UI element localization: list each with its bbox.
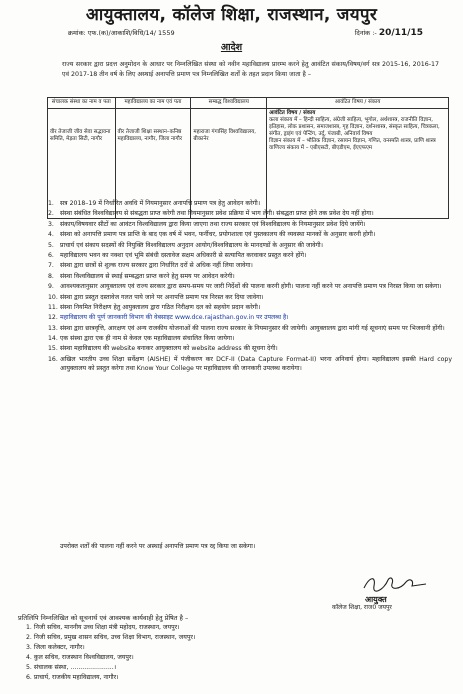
university-cell: महाराजा गंगासिंह विश्वविद्यालय, बीकानेर xyxy=(191,109,267,219)
signatory-title: आयुक्त xyxy=(365,595,387,604)
list-item: 3. जिला कलेक्टर, नागौर। xyxy=(26,644,85,651)
table-header: सम्बद्ध विश्वविद्यालय xyxy=(191,98,267,109)
list-item: 6. प्राचार्य, राजकीय महाविद्यालय, नागौर। xyxy=(26,674,119,681)
office-title: आयुक्तालय, कॉलेज शिक्षा, राजस्थान, जयपुर xyxy=(85,5,378,25)
conditions-list xyxy=(48,199,452,374)
date-label: दिनांक :- xyxy=(354,29,377,37)
list-item: 5. प्राचार्य एवं संकाय सदस्यों की नियुक्ति विश्वविद्यालय अनुदान आयोग/विश्वविद्यालय के मानदण्डों के अनुसार की जावेगी। xyxy=(48,241,323,249)
table-header: संचालक संस्था का नाम व पता xyxy=(48,98,116,109)
list-item: 13. संस्था द्वारा छात्रवृत्ति, आरक्षण एवं अन्य राजकीय योजनाओं की पालना राज्य सरकार के नियमानुसार की जायेगी। आयुक्तालय द्वारा मांगी गई सूचनाएं समय पर भिजवानी होंगी। xyxy=(48,324,445,332)
list-item: 14. एक संस्था द्वारा एक ही नाम से केवल एक महाविद्यालय संचालित किया जायेगा। xyxy=(48,335,235,343)
list-item: 16. अखिल भारतीय उच्च शिक्षा सर्वेक्षण (AISHE) में पंजीकरण कर DCF-II (Data Capture Format-II) भरना अनिवार्य होगा। महाविद्यालय इसकी Hard copy आयुक्तालय को प्रस्तुत करेगा तथा Know Your College पर महाविद्यालय की जानकारी उपलब्ध करायेगा। xyxy=(48,355,452,372)
signatory-office: कॉलेज शिक्षा, राज0 जयपुर xyxy=(332,604,392,611)
list-item: 8. संस्था विश्वविद्यालय से स्थाई सम्बद्धता प्राप्त करने हेतु समय पर आवेदन करेगी। xyxy=(48,272,235,280)
list-item: 1. सत्र 2018–19 में निर्धारित अवधि में नियमानुसार अनापत्ति प्रमाण पत्र हेतु आवेदन करेगी। xyxy=(48,200,261,207)
list-item: 12. महाविद्यालय की पूर्ण जानकारी विभाग की वेबसाइट www.dce.rajasthan.gov.in पर उपलब्ध है। xyxy=(48,314,289,322)
list-item: 9. आवश्यकतानुसार आयुक्तालय एवं राज्य सरकार द्वारा समय-समय पर जारी निर्देशों की पालना करनी होगी। पालना नहीं करने पर अनापत्ति प्रमाण पत्र निरस्त किया जा सकेगा। xyxy=(48,283,442,291)
subjects-arts: कला संकाय में – हिन्दी साहित्य, अंग्रेजी साहित्य, भूगोल, अर्थशास्त्र, राजनीति विज्ञान, इतिहास, लोक प्रशासन, समाजशास्त्र, गृह विज्ञान, दर्शनशास्त्र, संस्कृत साहित्य, चित्रकला, संगीत, ड्राइंग एवं पेन्टिंग, उर्दू, पंजाबी, अनिवार्य विषय xyxy=(269,117,440,137)
list-item: 11. संस्था नियमित निरीक्षण हेतु आयुक्तालय द्वारा गठित निरीक्षण दल को सहयोग प्रदान करेगी। xyxy=(48,303,261,311)
list-item: 2. संस्था संबंधित विश्वविद्यालय से संबद्धता प्राप्त करेगी तथा नियमानुसार प्रवेश प्रक्रिया में भाग लेगी। संबद्धता प्राप्त होने तक प्रवेश देय नहीं होगा। xyxy=(48,210,374,218)
list-item: 5. संचालक संस्था, ......................। xyxy=(26,664,117,671)
copy-to-list xyxy=(26,623,195,683)
table-header: महाविद्यालय का नाम एवं पता xyxy=(115,98,191,109)
table-header-row xyxy=(48,98,449,109)
table-header: आवंटित विषय / संकाय xyxy=(267,98,449,109)
list-item: 1. निजी सचिव, माननीय उच्च शिक्षा मंत्री महोदय, राजस्थान, जयपुर। xyxy=(26,624,180,631)
reference-number: क्रमांक: एफ.(क)/आकाशि/विधि/14/ 1559 xyxy=(68,29,175,37)
order-subject: आदेश xyxy=(220,42,243,53)
handwritten-signature xyxy=(360,572,430,594)
list-item: 6. महाविद्यालय भवन का नक्शा एवं भूमि संबंधी दस्तावेज सक्षम अधिकारी से सत्यापित करवाकर प्रस्तुत करने होंगे। xyxy=(48,251,307,259)
list-item: 15. संस्था महाविद्यालय की website बनाकर आयुक्तालय को website address की सूचना देगी। xyxy=(48,345,278,353)
college-cell: वीर तेजाजी शिक्षा सस्थान–कनिष्ठ महाविद्यालय, नागौर, जिला नागौर xyxy=(115,109,191,219)
copy-to-heading: प्रतिलिपि निम्नलिखित को सूचनार्थ एवं आवश्यक कार्यवाही हेतु प्रेषित है – xyxy=(18,614,189,622)
reference-line xyxy=(68,28,423,38)
list-item: 7. संस्था द्वारा छात्रों से शुल्क राज्य सरकार द्वारा निर्धारित दरों से अधिक नहीं लिया जावेगा। xyxy=(48,262,253,270)
website-link-text[interactable]: महाविद्यालय की पूर्ण जानकारी विभाग की वेबसाइट www.dce.rajasthan.gov.in पर उपलब्ध है। xyxy=(60,314,289,322)
date-value: 20/11/15 xyxy=(378,28,423,38)
list-item: 2. निजी सचिव, प्रमुख शासन सचिव, उच्च शिक्षा विभाग, राजस्थान, जयपुर। xyxy=(26,634,196,641)
list-item: 3. संकाय/विषयवार सीटों का आवंटन विश्वविद्यालय द्वारा किया जाएगा तथा राज्य सरकार एवं विश्वविद्यालय के नियमानुसार प्रवेश दिये जायेंगे। xyxy=(48,220,366,228)
subjects-science: विज्ञान संकाय में – भौतिक विज्ञान, रसायन विज्ञान, गणित, वनस्पति शास्त्र, प्राणि शास्त्र xyxy=(269,138,436,144)
subjects-commerce: वाणिज्य संकाय में – एबीएसटी, बीएडीएम, ईएएफएम xyxy=(269,145,373,151)
subjects-heading: आवंटित विषय / संकाय xyxy=(269,110,316,116)
society-cell: वीर तेजाजी जीव सेवा सद्भावना समिति, मेड़ता सिटी, नागौर xyxy=(48,109,116,219)
list-item: 4. कुल सचिव, राजस्थान विश्वविद्यालय, जयपुर। xyxy=(26,654,134,661)
list-item: 10. संस्था द्वारा प्रस्तुत दस्तावेज गलत पाये जाने पर अनापत्ति प्रमाण पत्र निरस्त कर दिया जावेगा। xyxy=(48,293,264,301)
intro-paragraph: राज्य सरकार द्वारा प्रदत्त अनुमोदन के आधार पर निम्नलिखित संस्था को नवीन महाविद्यालय प्रारम्भ करने हेतु आवंटित संकाय/विषय/वर्ग सत्र 2015-16, 2016-17 एवं 2017-18 तीन वर्ष के लिए अस्थाई अनापत्ति प्रमाण पत्र निम्नलिखित शर्तों के तहत प्रदान किया जाता है – xyxy=(62,61,439,79)
list-item: 4. संस्था को अनापत्ति प्रमाण पत्र प्राप्ति के बाद एक वर्ष में भवन, फर्नीचर, प्रयोगशाला एवं पुस्तकालय की व्यवस्था मानकों के अनुसार करनी होगी। xyxy=(48,231,376,239)
final-note: उपरोक्त शर्तों की पालना नहीं करने पर अस्थाई अनापत्ति प्रमाण पत्र रद्द किया जा सकेगा। xyxy=(60,543,256,550)
date-block xyxy=(355,28,423,38)
